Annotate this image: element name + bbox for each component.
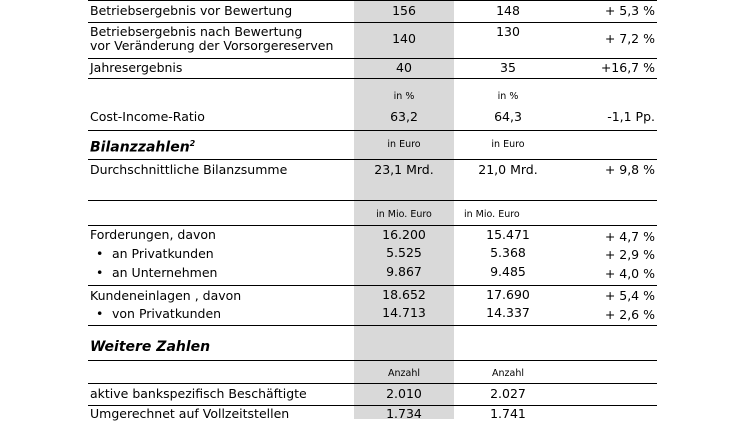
value-change: + 5,3 % [604,3,655,18]
value-current: 18.652 [382,287,426,302]
value-change: +16,7 % [600,60,655,75]
row-label: Forderungen, davon [90,227,216,242]
section-title-text: Bilanzzahlen [90,139,190,156]
value-change: + 4,7 % [604,229,655,244]
value-change: -1,1 Pp. [607,109,655,124]
table-rule [88,22,657,23]
table-rule [88,0,657,1]
table-rule [88,325,657,326]
table-rule [88,285,657,286]
unit-label: in Euro [387,139,421,150]
table-rule [88,78,657,79]
value-change: + 2,6 % [604,307,655,322]
value-previous: 15.471 [486,227,530,242]
table-rule [88,200,657,201]
value-current: 9.867 [386,264,422,279]
unit-label: Anzahl [492,368,524,379]
value-change: + 4,0 % [604,266,655,281]
value-previous: 21,0 Mrd. [478,162,538,177]
table-rule [88,130,657,131]
row-label: Betriebsergebnis nach Bewertung [90,24,303,39]
section-title: Weitere Zahlen [90,339,211,355]
value-current: 156 [392,3,416,18]
value-previous: 2.027 [490,386,526,401]
table-rule [88,225,657,226]
value-previous: 1.741 [490,406,526,421]
table-rule [88,159,657,160]
value-previous: 148 [496,3,520,18]
value-current: 63,2 [390,109,418,124]
row-label: Cost-Income-Ratio [90,109,205,124]
unit-label: Anzahl [388,368,420,379]
unit-label: in Mio. Euro [376,209,432,220]
table-rule [88,383,657,384]
value-change: + 2,9 % [604,247,655,262]
table-rule [88,360,657,361]
value-current: 14.713 [382,305,426,320]
value-previous: 130 [496,24,520,39]
value-previous: 17.690 [486,287,530,302]
value-current: 23,1 Mrd. [374,162,434,177]
value-current: 140 [392,31,416,46]
value-previous: 35 [500,60,516,75]
value-previous: 64,3 [494,109,522,124]
value-current: 1.734 [386,406,422,421]
unit-label: in % [393,91,415,102]
table-rule [88,58,657,59]
value-previous: 9.485 [490,264,526,279]
value-change: + 7,2 % [604,31,655,46]
value-change: + 5,4 % [604,288,655,303]
row-label-sub: • von Privatkunden [96,308,221,321]
unit-label: in % [497,91,519,102]
row-label-sub: • an Unternehmen [96,267,217,280]
row-label: Umgerechnet auf Vollzeitstellen [90,406,290,421]
unit-label: in Euro [491,139,525,150]
value-current: 5.525 [386,245,422,260]
footnote-marker: 2 [189,139,196,148]
section-title [90,140,195,155]
unit-label: in Mio. Euro [464,209,520,220]
row-label: Jahresergebnis [90,60,183,75]
value-current: 16.200 [382,227,426,242]
row-label: Kundeneinlagen , davon [90,288,242,303]
row-label-sub: • an Privatkunden [96,248,214,261]
row-label: Betriebsergebnis vor Bewertung [90,3,293,18]
value-previous: 14.337 [486,305,530,320]
value-change: + 9,8 % [604,162,655,177]
value-previous: 5.368 [490,245,526,260]
row-label-continued: vor Veränderung der Vorsorgereserven [90,38,334,53]
row-label: aktive bankspezifisch Beschäftigte [90,386,307,401]
value-current: 2.010 [386,386,422,401]
value-current: 40 [396,60,412,75]
row-label: Durchschnittliche Bilanzsumme [90,162,288,177]
